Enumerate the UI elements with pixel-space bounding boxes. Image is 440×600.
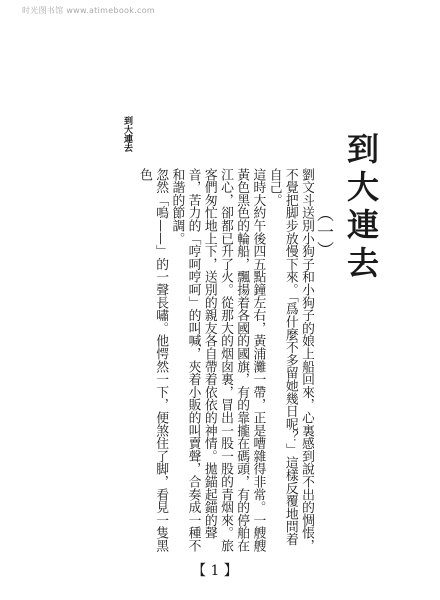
paragraph: 忽然「嗚——」的一聲長嘯。他愕然一下，便煞住了脚，看見一隻黑色 xyxy=(136,168,169,552)
body-text xyxy=(114,168,314,553)
running-head: 到大連去 xyxy=(122,116,132,152)
paragraph: 劉文斗送別小狗子和小狗子的娘上船回來，心裏感到說不出的惆悵，不覺把脚步放慢下來。「爲什麼不多留她幾日呢？」這樣反覆地問着自己。 xyxy=(266,168,314,552)
section-number: ︵一︶ xyxy=(313,205,333,259)
page-number: 【 1 】 xyxy=(192,563,238,579)
chapter-title: 到大連去 xyxy=(342,132,380,284)
paragraph: 這時大約午後四五點鐘左右，黃浦灘一帶，正是嘈雜得非常。一艘艘黃色黑色的輪船，飄揚着各國的國旗，有的靠攏在碼頭，有的停舶在江心，卻都已升了火。從那大的烟囱裏，冒出一股一股的青烟來。旅客們匆忙地上下，送別的親友各自帶着依依的神情。拋錨起錨的聲音，苦力的「哼呵哼呵」的叫喊，夾着小販的叫賣聲，合奏成一種不和諧的節調。 xyxy=(169,168,266,552)
watermark: 时光图书馆 www.atimebook.com xyxy=(22,6,155,15)
